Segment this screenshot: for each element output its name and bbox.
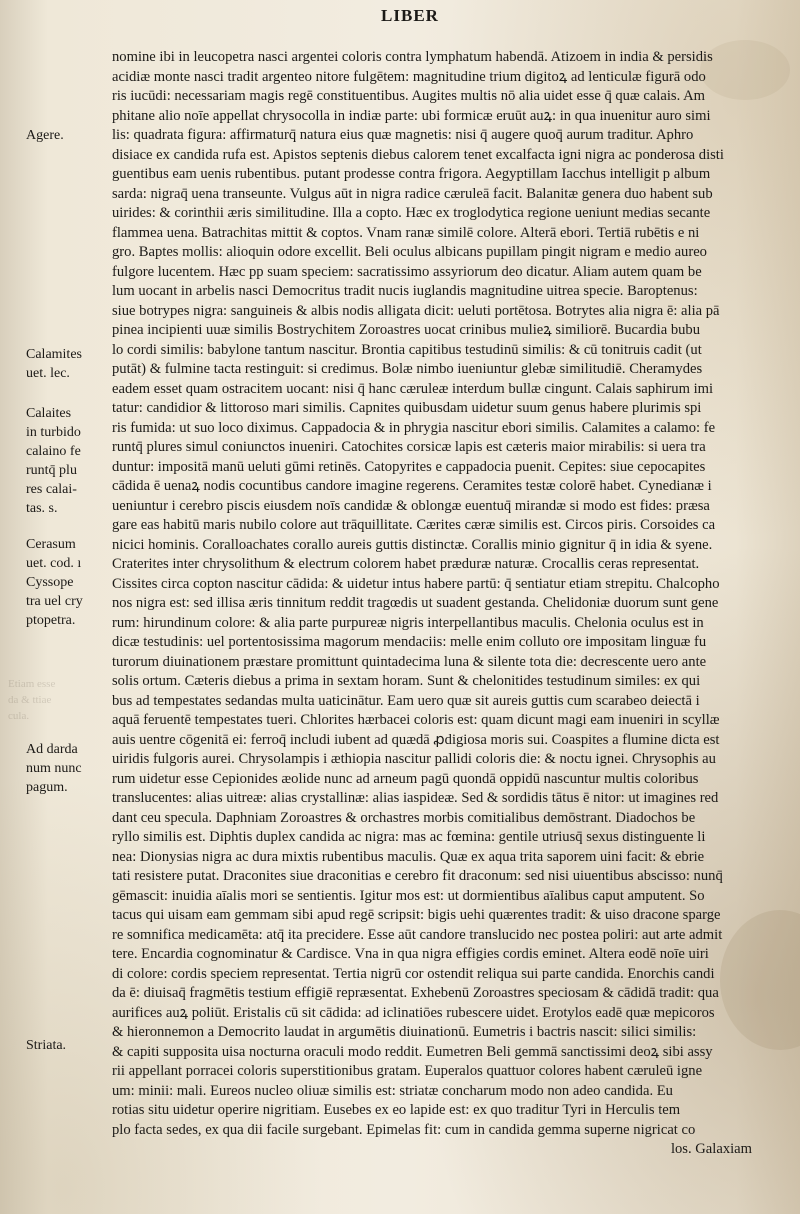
text-line: di colore: cordis speciem representat. Tertia nigrū cor ostendit reliqua sui parte candida. Enorchis candi — [112, 965, 715, 982]
text-line: translucentes: alias uitreæ: alias crystallinæ: alias iaspideæ. Sed & sordidis tātus ē nitor: ut imagines red — [112, 790, 719, 806]
margin-note-ad-dardanum — [26, 740, 112, 797]
body-text — [112, 48, 800, 1160]
offset-print-line: da & ttiae — [8, 694, 52, 706]
offset-print-line: cula. — [8, 710, 30, 722]
text-line: flammea uena. Batrachitas mittit & coptos. Vnam ranæ similē colore. Alterā ebori. Tertiā rubētis e ni — [112, 224, 700, 241]
margin-note-cerasum — [26, 535, 112, 630]
text-line: disiace ex candida rufa est. Apistos septenis diebus calorem tenet excalfacta igni nigra ac ponderosa disti — [112, 146, 724, 163]
margin-note-line: Cyssope — [26, 575, 74, 590]
text-line: um: minii: mali. Eureos nucleo oliuæ similis est: striatæ concharum modo non adeo candida. Eu — [112, 1082, 673, 1099]
text-line: dant ceu specula. Daphniam Zoroastres & orchastres morbis comitialibus demōstrant. Diadochos be — [112, 809, 696, 826]
margin-note-line: Cerasum — [26, 537, 76, 552]
text-line: dicæ testudinis: uel portentosissima magorum mendaciis: melle enim colluto ore impositam linguæ fu — [112, 634, 707, 650]
margin-note-line: tas. s. — [26, 501, 58, 516]
running-head: LIBER — [381, 6, 439, 25]
text-line: uiridis fulgoris aurei. Chrysolampis i æthiopia nascitur pallidi coloris die: & noctu ignei. Chrysophis au — [112, 751, 716, 767]
text-line: sarda: nigraq̄ uena transeunte. Vulgus aūt in nigra radice cæruleā facit. Balanitæ genera duo habent sub — [112, 185, 713, 202]
text-line: guentibus eam uenis rubentibus. putant prodesse contra frigora. Aegyptillam Iacchus intelligit p album — [112, 166, 711, 182]
margin-note-line: in turbido — [26, 425, 81, 440]
text-line: gro. Baptes mollis: alioquin odore excellit. Beli oculus albicans pupillam pingit nigram e medio aureo — [112, 244, 707, 260]
text-line: lo cordi similis: babylone tantum nascitur. Brontia capitibus testudinū similis: & cū tonitruis cadit (ut — [112, 341, 702, 358]
text-line: los. Galaxiam — [670, 1141, 752, 1157]
text-line: solis ortum. Cæteris diebus a prima in sextam horam. Sunt & chelonitides testudinum similes: ex qui — [112, 673, 701, 689]
text-line: pinea incipienti uuæ similis Bostrychitem Zoroastres uocat crinibus mulieꝝ similiorē. Bucardia bubu — [112, 322, 701, 338]
text-line: acidiæ monte nasci tradit argenteo nitore fulgētem: magnitudine trium digitoꝝ ad lenticulæ figurā odo — [112, 68, 706, 85]
margin-note-calamites — [26, 345, 112, 383]
margin-note-line: Calaites — [26, 406, 72, 421]
text-line: tacus qui uisam eam gemmam sibi apud regē scripsit: bigis uehi quærentes tradit: & uiso dracone sparge — [112, 907, 721, 923]
text-line: auis uentre cōgenitā ei: ferroq̄ includi iubent ad quædā ꝓdigiosa moris sui. Coaspites a flumine dicta est — [112, 731, 720, 748]
text-line: nea: Dionysias nigra ac dura mixtis rubentibus maculis. Quæ ex aqua trita saporem uini facit: & ebrie — [112, 848, 705, 865]
text-line: rum uidetur esse Cepionides æolide nunc ad arneum pagū quondā oppidū nascuntur multis coloribus — [112, 770, 699, 787]
text-line: siue botrypes nigra: sanguineis & albis nodis alligata dicit: ueluti portētosa. Botrytes alia nigra ē: alia pā — [112, 302, 720, 319]
text-line: fulgore lucentem. Hæc pp suam speciem: sacratissimo assyriorum deo dicatur. Aliam autem quam be — [112, 263, 702, 280]
text-line: re somnifica medicamēta: atq̄ ita precidere. Esse aūt candore translucido nec postea poliri: aut arte admit — [112, 926, 723, 943]
text-line: nomine ibi in leucopetra nasci argentei coloris contra lymphatum habendā. Atizoem in india & persidis — [112, 49, 713, 65]
margin-note-line: calaino fe — [26, 444, 81, 459]
margin-note-line: runtq̄ plu — [26, 463, 77, 478]
text-line: aquā feruentē tempestates tueri. Chlorites hærbacei coloris est: quam dicunt magi eam inueniri in scyllæ — [112, 712, 720, 728]
text-line: uirides: & corinthii æris similitudine. Illa a copto. Hæc ex troglodytica regione ueniunt medias secante — [112, 205, 711, 221]
text-line: putāt) & fulmine tacta restinguit: si credimus. Bolæ nimbo iueniuntur glebæ similitudiē. Cheramydes — [112, 361, 703, 377]
text-line: lis: quadrata figura: affirmaturq̄ natura eius quæ magnetis: nisi q̄ augere quoq̄ aurum traditur. Aphro — [112, 127, 694, 143]
margin-note-line: ptopetra. — [26, 613, 76, 628]
text-line: bus ad tempestates sedandas multa uaticinātur. Eam uero quæ sit aureis guttis cum scarabeo deiectā i — [112, 692, 700, 709]
text-line: rum: hirundinum colore: & alia parte purpureæ nigris interpellantibus maculis. Chelonia oculus est in — [112, 614, 704, 631]
margin-note-line: Striata. — [26, 1038, 67, 1053]
text-line: gare eas habitū maris nubilo colore aut trāquillitate. Cærites cæræ similis est. Circos piris. Corsoides ca — [112, 517, 716, 533]
text-line: turorum diuinationem præstare promittunt quintadecima luna & silente tota die: decrescente uero ante — [112, 653, 707, 670]
offset-print-ghost — [8, 676, 98, 724]
text-line: da ē: diuisaq̄ fragmētis testium effigiē repræsentat. Exhebenū Zoroastres speciosam & cādidā tradit: qua — [112, 985, 719, 1001]
text-line: ris fumida: ut suo loco diximus. Cappadocia & in phrygia nascitur ebori similis. Calamites a calamo: fe — [112, 419, 716, 436]
text-line: plo facta sedes, ex qua dii facile surgebant. Epimelas fit: cum in candida gemma superne nigricat co — [112, 1121, 696, 1138]
offset-print-line: Etiam esse — [8, 678, 56, 690]
margin-note-line: uet. cod. ı — [26, 556, 82, 571]
margin-note-line: Agere. — [26, 128, 64, 143]
margin-note-line: Calamites — [26, 347, 82, 362]
text-line: duntur: impositā manū ueluti gūmi retinēs. Catopyrites e cappadocia puenit. Cepites: siue cepocapites — [112, 458, 706, 475]
margin-note-line: res calai- — [26, 482, 77, 497]
text-line: nicici hominis. Coralloachates corallo aureis guttis distinctæ. Corallis minio gignitur q̄ in idia & syene. — [112, 536, 713, 553]
text-line: & capiti supposita uisa nocturna oraculi modo reddit. Eumetren Beli gemmā sanctissimi deoꝝ sibi assy — [112, 1043, 713, 1060]
text-line: eadem esset quam ostracitem uocant: nisi q̄ hanc cæruleæ interdum bullæ cingunt. Calais saphirum imi — [112, 380, 714, 397]
text-line: gēmascit: inuidia aīalis mori se sentientis. Igitur mos est: ut dormientibus aīalibus caput amputent. So — [112, 887, 705, 904]
margin-note-striata — [26, 1036, 112, 1055]
text-line: tere. Encardia cognominatur & Cardisce. Vna in qua nigra effigies cordis eminet. Altera eodē noīe uiri — [112, 946, 709, 962]
text-line: tatur: candidior & littoroso mari similis. Capnites quibusdam uidetur suum genus habere plurimis spi — [112, 400, 702, 416]
margin-note-line: num nunc — [26, 761, 82, 776]
text-line: tati resistere putat. Draconites siue draconitias e cerebro fit draconum: sed nisi uiuentibus abscisso: nunq̄ — [112, 868, 723, 884]
text-line: nos nigra est: sed illisa æris tinnitum reddit tragœdis ut suadent gestanda. Chelidoniæ duorum sunt gene — [112, 595, 719, 611]
text-line: aurifices auꝝ poliūt. Eristalis cū sit cādida: ad iclinatiōes rubescere uidet. Erotylos eadē quæ mepicoros — [112, 1004, 715, 1021]
text-line: ueniuntur i cerebro piscis eiusdem noīs candidæ & oblongæ euentuq̄ mirandæ si modo est fides: præsa — [112, 497, 710, 514]
margin-note-agere — [26, 126, 112, 145]
margin-note-line: uet. lec. — [26, 366, 70, 381]
text-line: Cissites circa copton nascitur cādida: & uidetur intus habere partū: q̄ sentiatur etiam strepitu. Chalcopho — [112, 575, 720, 592]
text-line: runtq̄ plures simul coniunctos inueniri. Catochites corsicæ lapis est cæteris maior mirabilis: si uera tra — [112, 439, 706, 455]
text-line: phitane alio noīe appellat chrysocolla in indiæ parte: ubi formicæ eruūt auꝝ: in qua inuenitur auro simi — [112, 107, 711, 124]
text-line: & hieronnemon a Democrito laudat in argumētis diuinationū. Eumetris i bactris nascit: silici similis: — [112, 1024, 697, 1040]
margin-note-line: tra uel cry — [26, 594, 83, 609]
text-line: ryllo similis est. Diphtis duplex candida ac nigra: mas ac fœmina: gentile utriusq̄ sexus distinguente li — [112, 829, 706, 845]
text-line: rii appellant porracei coloris superstitionibus gratam. Euperalos quattuor colores habent cæruleū igne — [112, 1063, 703, 1079]
text-line: rotias situ uidetur operire nigritiam. Eusebes ex eo lapide est: ex quo traditur Tyri in Herculis tem — [112, 1102, 681, 1118]
text-line: ris iucūdi: necessariam magis regē constituentibus. Augites multis nō alia uidet esse q̄ quæ calais. Am — [112, 88, 705, 104]
margin-note-line: pagum. — [26, 780, 68, 795]
text-line: Craterites inter chrysolithum & electrum colorem habet præduræ naturæ. Crocallis ceras representat. — [112, 556, 700, 572]
margin-note-line: Ad darda — [26, 742, 78, 757]
margin-note-calaites — [26, 404, 112, 518]
text-line: cādida ē uenaꝝ nodis cocuntibus candore imagine regerens. Ceramites testæ colorē habet. Cynedianæ i — [112, 478, 712, 494]
text-line: lum uocant in arbelis nasci Democritus tradit nucis iuglandis magnitudine uitrea specie. Baroptenus: — [112, 283, 698, 299]
